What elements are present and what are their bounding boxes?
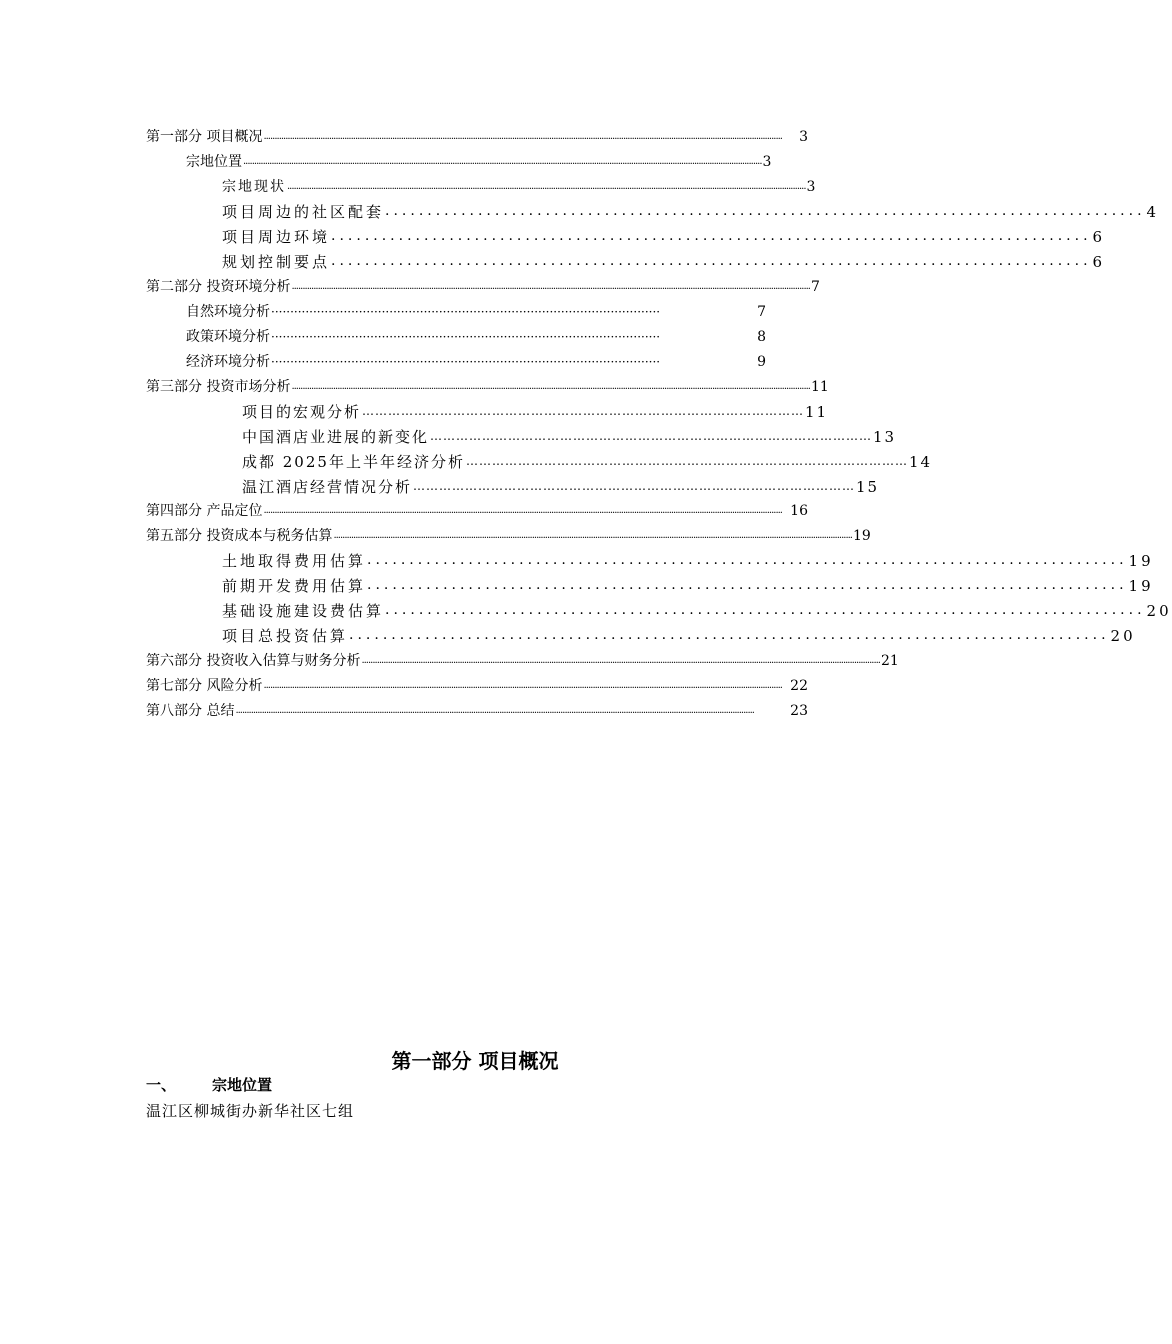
toc-page: 8 (757, 329, 766, 345)
toc-page: 7 (757, 304, 766, 320)
toc-label: 第五部分 投资成本与税务估算 (146, 528, 333, 544)
body-paragraph: 温江区柳城街办新华社区七组 (146, 1102, 355, 1120)
toc-entry[interactable] (222, 573, 1154, 595)
toc-label: 宗地现状 (222, 179, 286, 195)
toc-leader: .............................................................................................................................................................................................................................................. (287, 181, 806, 192)
toc-label: 第三部分 投资市场分析 (146, 379, 291, 395)
toc-leader: ······································································································ (271, 330, 661, 344)
toc-leader: .............................................................................................................................................................................................................................................. (291, 281, 810, 292)
toc-entry[interactable] (222, 623, 1136, 645)
toc-label: 前期开发费用估算 (222, 577, 367, 595)
toc-leader: ………………………………………………………………………………………… (430, 429, 873, 443)
toc-page: 20 (1146, 602, 1172, 620)
toc-entry[interactable] (146, 274, 820, 296)
toc-page: 4 (1146, 203, 1160, 221)
toc-leader: .......................................................................................... (349, 627, 1110, 643)
toc-entry[interactable] (222, 199, 1160, 221)
toc-entry[interactable] (146, 124, 808, 146)
toc-entry[interactable] (242, 399, 829, 421)
toc-label: 第八部分 总结 (146, 703, 235, 719)
toc-leader: ······································································································ (271, 355, 661, 369)
toc-leader: ………………………………………………………………………………………… (413, 479, 856, 493)
toc-leader: .............................................................................................................................................................................................................................................. (263, 505, 782, 516)
toc-label: 项目的宏观分析 (242, 403, 362, 421)
toc-entry[interactable] (242, 474, 880, 496)
toc-page: 14 (908, 453, 933, 471)
toc-page: 9 (757, 354, 766, 370)
toc-entry[interactable] (186, 324, 766, 346)
toc-entry[interactable] (222, 174, 816, 196)
toc-page: 20 (1110, 627, 1136, 645)
toc-entry[interactable] (242, 424, 897, 446)
heading-text: 宗地位置 (212, 1076, 273, 1094)
toc-leader: .......................................................................................... (331, 228, 1092, 244)
toc-label: 成都 2025年上半年经济分析 (242, 453, 465, 471)
toc-label: 温江酒店经营情况分析 (242, 478, 413, 496)
toc-leader: ………………………………………………………………………………………… (362, 404, 805, 418)
toc-page: 19 (853, 528, 871, 544)
toc-page: 6 (1092, 253, 1106, 271)
toc-leader: .............................................................................................................................................................................................................................................. (361, 655, 880, 666)
toc-page: 23 (790, 703, 808, 719)
toc-entry[interactable] (222, 249, 1106, 271)
toc-label: 经济环境分析 (186, 354, 270, 370)
heading-number: 一、 (146, 1076, 177, 1094)
toc-label: 中国酒店业进展的新变化 (242, 428, 430, 446)
toc-page: 3 (806, 179, 816, 195)
toc-entry[interactable] (186, 349, 766, 371)
toc-page: 19 (1128, 577, 1154, 595)
toc-page: 3 (762, 154, 772, 170)
toc-page: 6 (1092, 228, 1106, 246)
toc-leader: .............................................................................................................................................................................................................................................. (291, 381, 810, 392)
toc-entry[interactable] (186, 299, 766, 321)
toc-entry[interactable] (222, 224, 1106, 246)
toc-leader: .......................................................................................... (367, 577, 1128, 593)
toc-label: 规划控制要点 (222, 253, 331, 271)
toc-leader: .............................................................................................................................................................................................................................................. (263, 131, 782, 142)
toc-leader: .......................................................................................... (331, 253, 1092, 269)
toc-label: 自然环境分析 (186, 304, 270, 320)
toc-label: 第四部分 产品定位 (146, 503, 263, 519)
toc-page: 19 (1128, 552, 1154, 570)
toc-page: 11 (811, 379, 829, 395)
toc-label: 基础设施建设费估算 (222, 602, 385, 620)
toc-leader: .......................................................................................... (385, 203, 1146, 219)
toc-leader: .......................................................................................... (385, 602, 1146, 618)
toc-label: 项目周边的社区配套 (222, 203, 385, 221)
toc-label: 项目总投资估算 (222, 627, 349, 645)
toc-entry[interactable] (186, 149, 772, 171)
toc-label: 第六部分 投资收入估算与财务分析 (146, 653, 361, 669)
toc-page: 3 (799, 129, 808, 145)
toc-leader: ······································································································ (271, 305, 661, 319)
toc-page: 13 (873, 428, 897, 446)
toc-entry[interactable] (222, 598, 1172, 620)
toc-label: 宗地位置 (186, 154, 242, 170)
toc-page: 21 (881, 653, 899, 669)
toc-entry[interactable] (222, 548, 1154, 570)
toc-leader: .............................................................................................................................................................................................................................................. (243, 156, 762, 167)
toc-label: 第一部分 项目概况 (146, 129, 263, 145)
toc-page: 11 (805, 403, 829, 421)
toc-entry[interactable] (146, 374, 829, 396)
toc-page: 16 (790, 503, 808, 519)
toc-entry[interactable] (146, 498, 808, 520)
toc-entry[interactable] (146, 698, 808, 720)
toc-label: 第七部分 风险分析 (146, 678, 263, 694)
toc-leader: .............................................................................................................................................................................................................................................. (333, 530, 852, 541)
toc-page: 22 (790, 678, 808, 694)
toc-page: 7 (811, 279, 820, 295)
toc-label: 政策环境分析 (186, 329, 270, 345)
toc-page: 15 (856, 478, 880, 496)
subsection-heading (146, 1074, 272, 1095)
toc-label: 第二部分 投资环境分析 (146, 279, 291, 295)
toc-entry[interactable] (146, 648, 899, 670)
toc-leader: .............................................................................................................................................................................................................................................. (263, 680, 782, 691)
toc-label: 土地取得费用估算 (222, 552, 367, 570)
toc-leader: .............................................................................................................................................................................................................................................. (235, 705, 754, 716)
toc-leader: .......................................................................................... (367, 552, 1128, 568)
toc-entry[interactable] (242, 449, 933, 471)
toc-label: 项目周边环境 (222, 228, 331, 246)
toc-entry[interactable] (146, 673, 808, 695)
toc-leader: ………………………………………………………………………………………… (465, 454, 908, 468)
section-title: 第一部分 项目概况 (391, 1049, 559, 1073)
toc-entry[interactable] (146, 523, 871, 545)
